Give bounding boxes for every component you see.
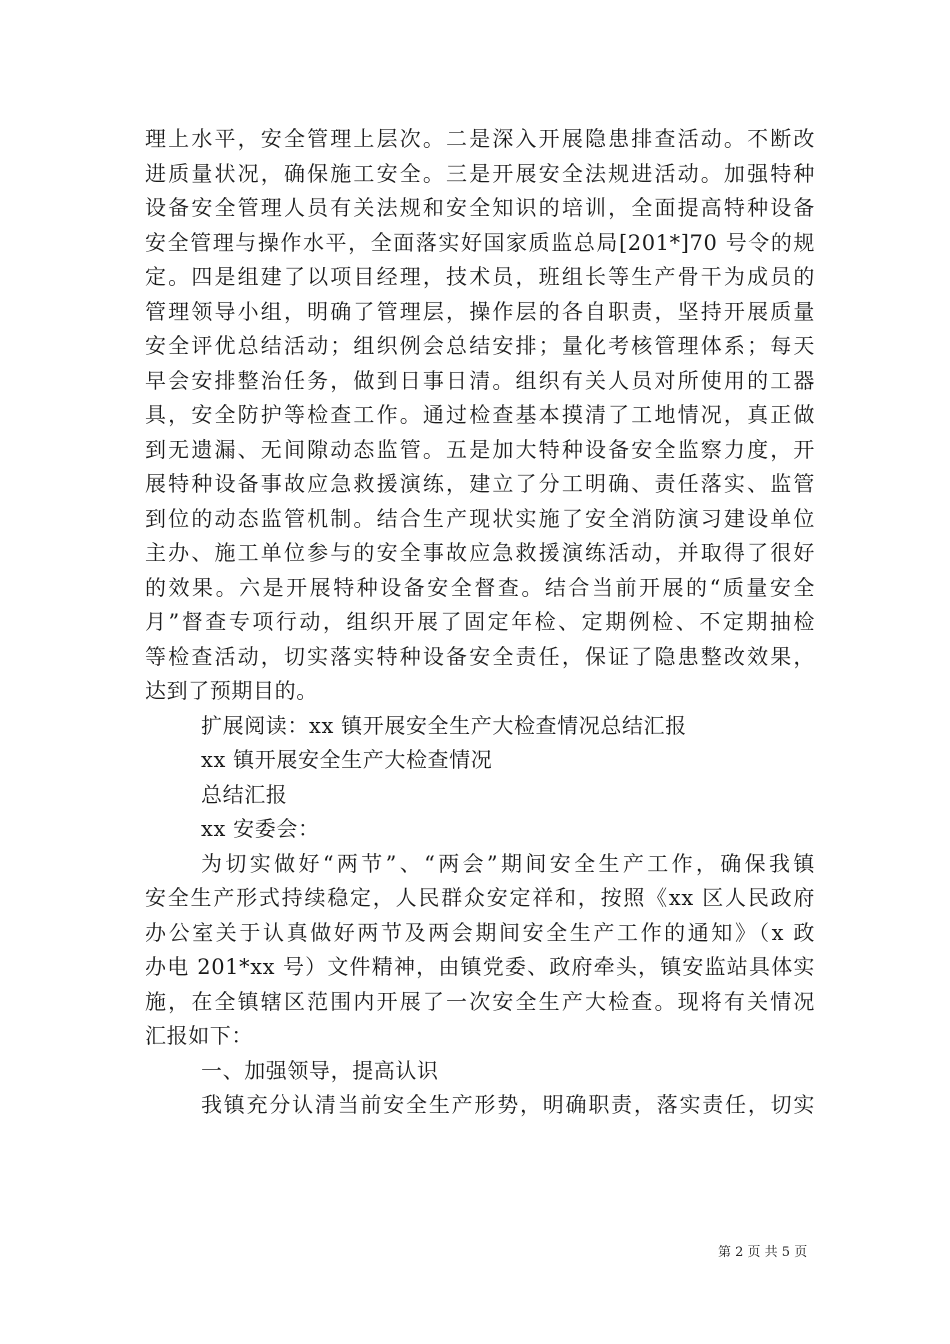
section-heading: 一、加强领导，提高认识	[201, 1058, 439, 1083]
text-line: 设备安全管理人员有关法规和安全知识的培训，全面提高特种设备	[145, 196, 815, 220]
text-line: 办电 201*xx 号）文件精神，由镇党委、政府牵头，镇安监站具体实	[145, 955, 815, 979]
text-line: 月”督查专项行动，组织开展了固定年检、定期例检、不定期抽检	[145, 610, 815, 634]
text-line: 展特种设备事故应急救援演练，建立了分工明确、责任落实、监管	[145, 472, 815, 496]
text-line: 具，安全防护等检查工作。通过检查基本摸清了工地情况，真正做	[145, 403, 815, 427]
text-line: 到无遗漏、无间隙动态监管。五是加大特种设备安全监察力度，开	[145, 437, 815, 462]
page-number: 第 2 页 共 5 页	[718, 1245, 808, 1260]
report-title-line: xx 镇开展安全生产大检查情况	[201, 748, 493, 772]
text-line: 早会安排整治任务，做到日事日清。组织有关人员对所使用的工器	[145, 368, 815, 393]
extended-reading-line: 扩展阅读：xx 镇开展安全生产大检查情况总结汇报	[201, 713, 687, 738]
text-line: 为切实做好“两节”、“两会”期间安全生产工作，确保我镇	[201, 851, 815, 876]
text-line: 安全评优总结活动；组织例会总结安排；量化考核管理体系；每天	[145, 334, 815, 358]
text-line: 安全管理与操作水平，全面落实好国家质监总局[201*]70 号令的规	[145, 230, 815, 255]
text-line: 办公室关于认真做好两节及两会期间安全生产工作的通知》（x 政	[145, 920, 815, 945]
text-line: 的效果。六是开展特种设备安全督查。结合当前开展的“质量安全	[145, 575, 815, 600]
report-title-line: 总结汇报	[201, 782, 288, 807]
text-line: 主办、施工单位参与的安全事故应急救援演练活动，并取得了很好	[145, 541, 815, 565]
text-line: 定。四是组建了以项目经理，技术员，班组长等生产骨干为成员的	[145, 265, 815, 289]
text-line: 达到了预期目的。	[145, 679, 318, 703]
text-line: 理上水平，安全管理上层次。二是深入开展隐患排查活动。不断改	[145, 127, 815, 151]
text-line: 汇报如下：	[145, 1024, 253, 1048]
text-line: 进质量状况，确保施工安全。三是开展安全法规进活动。加强特种	[145, 161, 815, 186]
text-line: 安全生产形式持续稳定，人民群众安定祥和，按照《xx 区人民政府	[145, 886, 815, 910]
text-line: 我镇充分认清当前安全生产形势，明确职责，落实责任，切实	[201, 1093, 815, 1117]
text-line: 等检查活动，切实落实特种设备安全责任，保证了隐患整改效果，	[145, 644, 815, 669]
salutation-line: xx 安委会：	[201, 817, 320, 841]
text-line: 管理领导小组，明确了管理层，操作层的各自职责，坚持开展质量	[145, 299, 815, 324]
text-line: 到位的动态监管机制。结合生产现状实施了安全消防演习建设单位	[145, 506, 815, 531]
text-line: 施，在全镇辖区范围内开展了一次安全生产大检查。现将有关情况	[145, 989, 815, 1014]
body-text	[145, 122, 815, 1123]
